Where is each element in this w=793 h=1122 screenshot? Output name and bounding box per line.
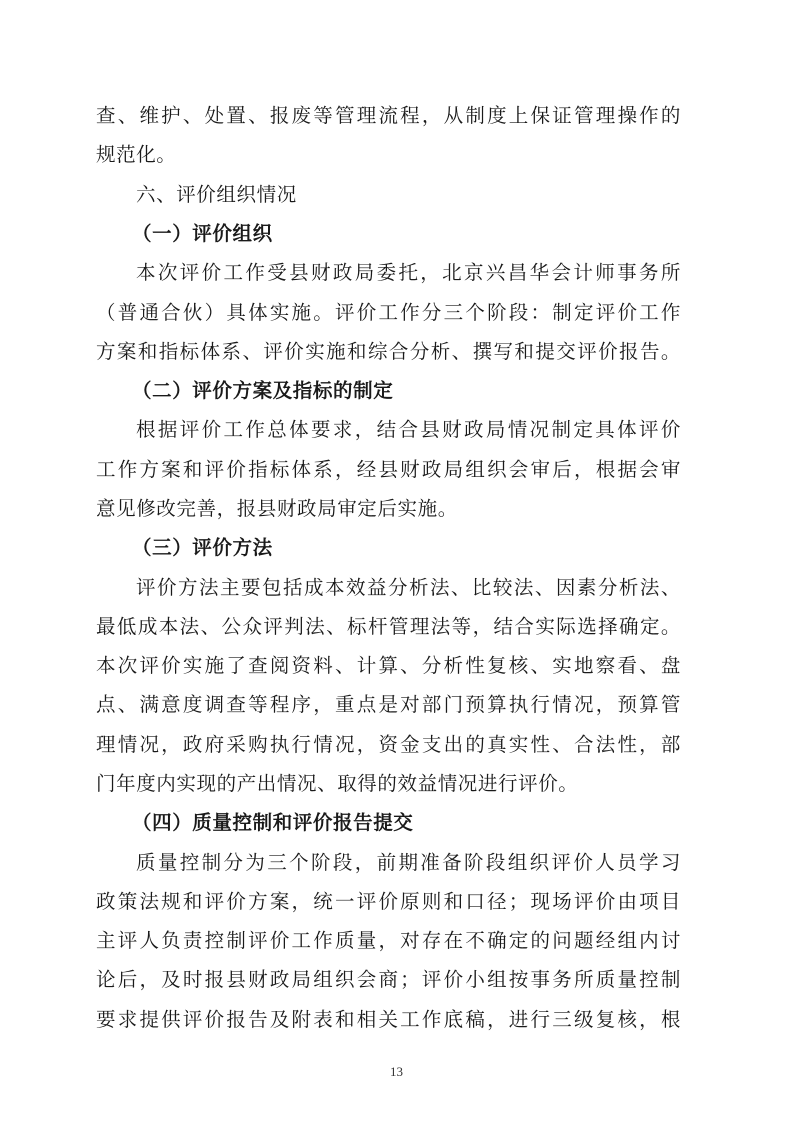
body-text-line: 质量控制分为三个阶段，前期准备阶段组织评价人员学习 [136, 851, 681, 874]
subsection-heading: （一）评价组织 [132, 222, 273, 245]
page-number: 13 [390, 1064, 403, 1079]
body-text-line: 要求提供评价报告及附表和相关工作底稿，进行三级复核，根 [96, 1008, 681, 1031]
body-text-line: 规范化。 [96, 143, 177, 166]
body-text-line: 本次评价工作受县财政局委托，北京兴昌华会计师事务所 [136, 261, 681, 284]
body-text-line: 本次评价实施了查阅资料、计算、分析性复核、实地察看、盘 [96, 654, 681, 677]
body-text-line: 最低成本法、公众评判法、标杆管理法等，结合实际选择确定。 [96, 615, 681, 638]
subsection-heading: （三）评价方法 [132, 536, 273, 559]
body-text-line: 政策法规和评价方案，统一评价原则和口径；现场评价由项目 [96, 890, 681, 913]
body-text-line: 论后，及时报县财政局组织会商；评价小组按事务所质量控制 [96, 968, 681, 991]
subsection-heading: （二）评价方案及指标的制定 [132, 379, 394, 402]
body-text-line: 理情况，政府采购执行情况，资金支出的真实性、合法性，部 [96, 733, 681, 756]
body-text-line: 方案和指标体系、评价实施和综合分析、撰写和提交评价报告。 [96, 340, 681, 363]
body-text-line: 根据评价工作总体要求，结合县财政局情况制定具体评价 [136, 418, 681, 441]
body-text-line: 工作方案和评价指标体系，经县财政局组织会审后，根据会审 [96, 458, 681, 481]
body-text-line: 查、维护、处置、报废等管理流程，从制度上保证管理操作的 [96, 104, 681, 127]
body-text-line: 评价方法主要包括成本效益分析法、比较法、因素分析法、 [136, 576, 681, 599]
section-heading: 六、评价组织情况 [136, 183, 297, 206]
body-text-line: 意见修改完善，报县财政局审定后实施。 [96, 497, 458, 520]
body-text-line: 点、满意度调查等程序，重点是对部门预算执行情况，预算管 [96, 693, 681, 716]
body-text-line: 主评人负责控制评价工作质量，对存在不确定的问题经组内讨 [96, 929, 681, 952]
body-text-line: （普通合伙）具体实施。评价工作分三个阶段：制定评价工作 [96, 301, 681, 324]
body-text-line: 门年度内实现的产出情况、取得的效益情况进行评价。 [96, 772, 579, 795]
subsection-heading: （四）质量控制和评价报告提交 [132, 811, 414, 834]
